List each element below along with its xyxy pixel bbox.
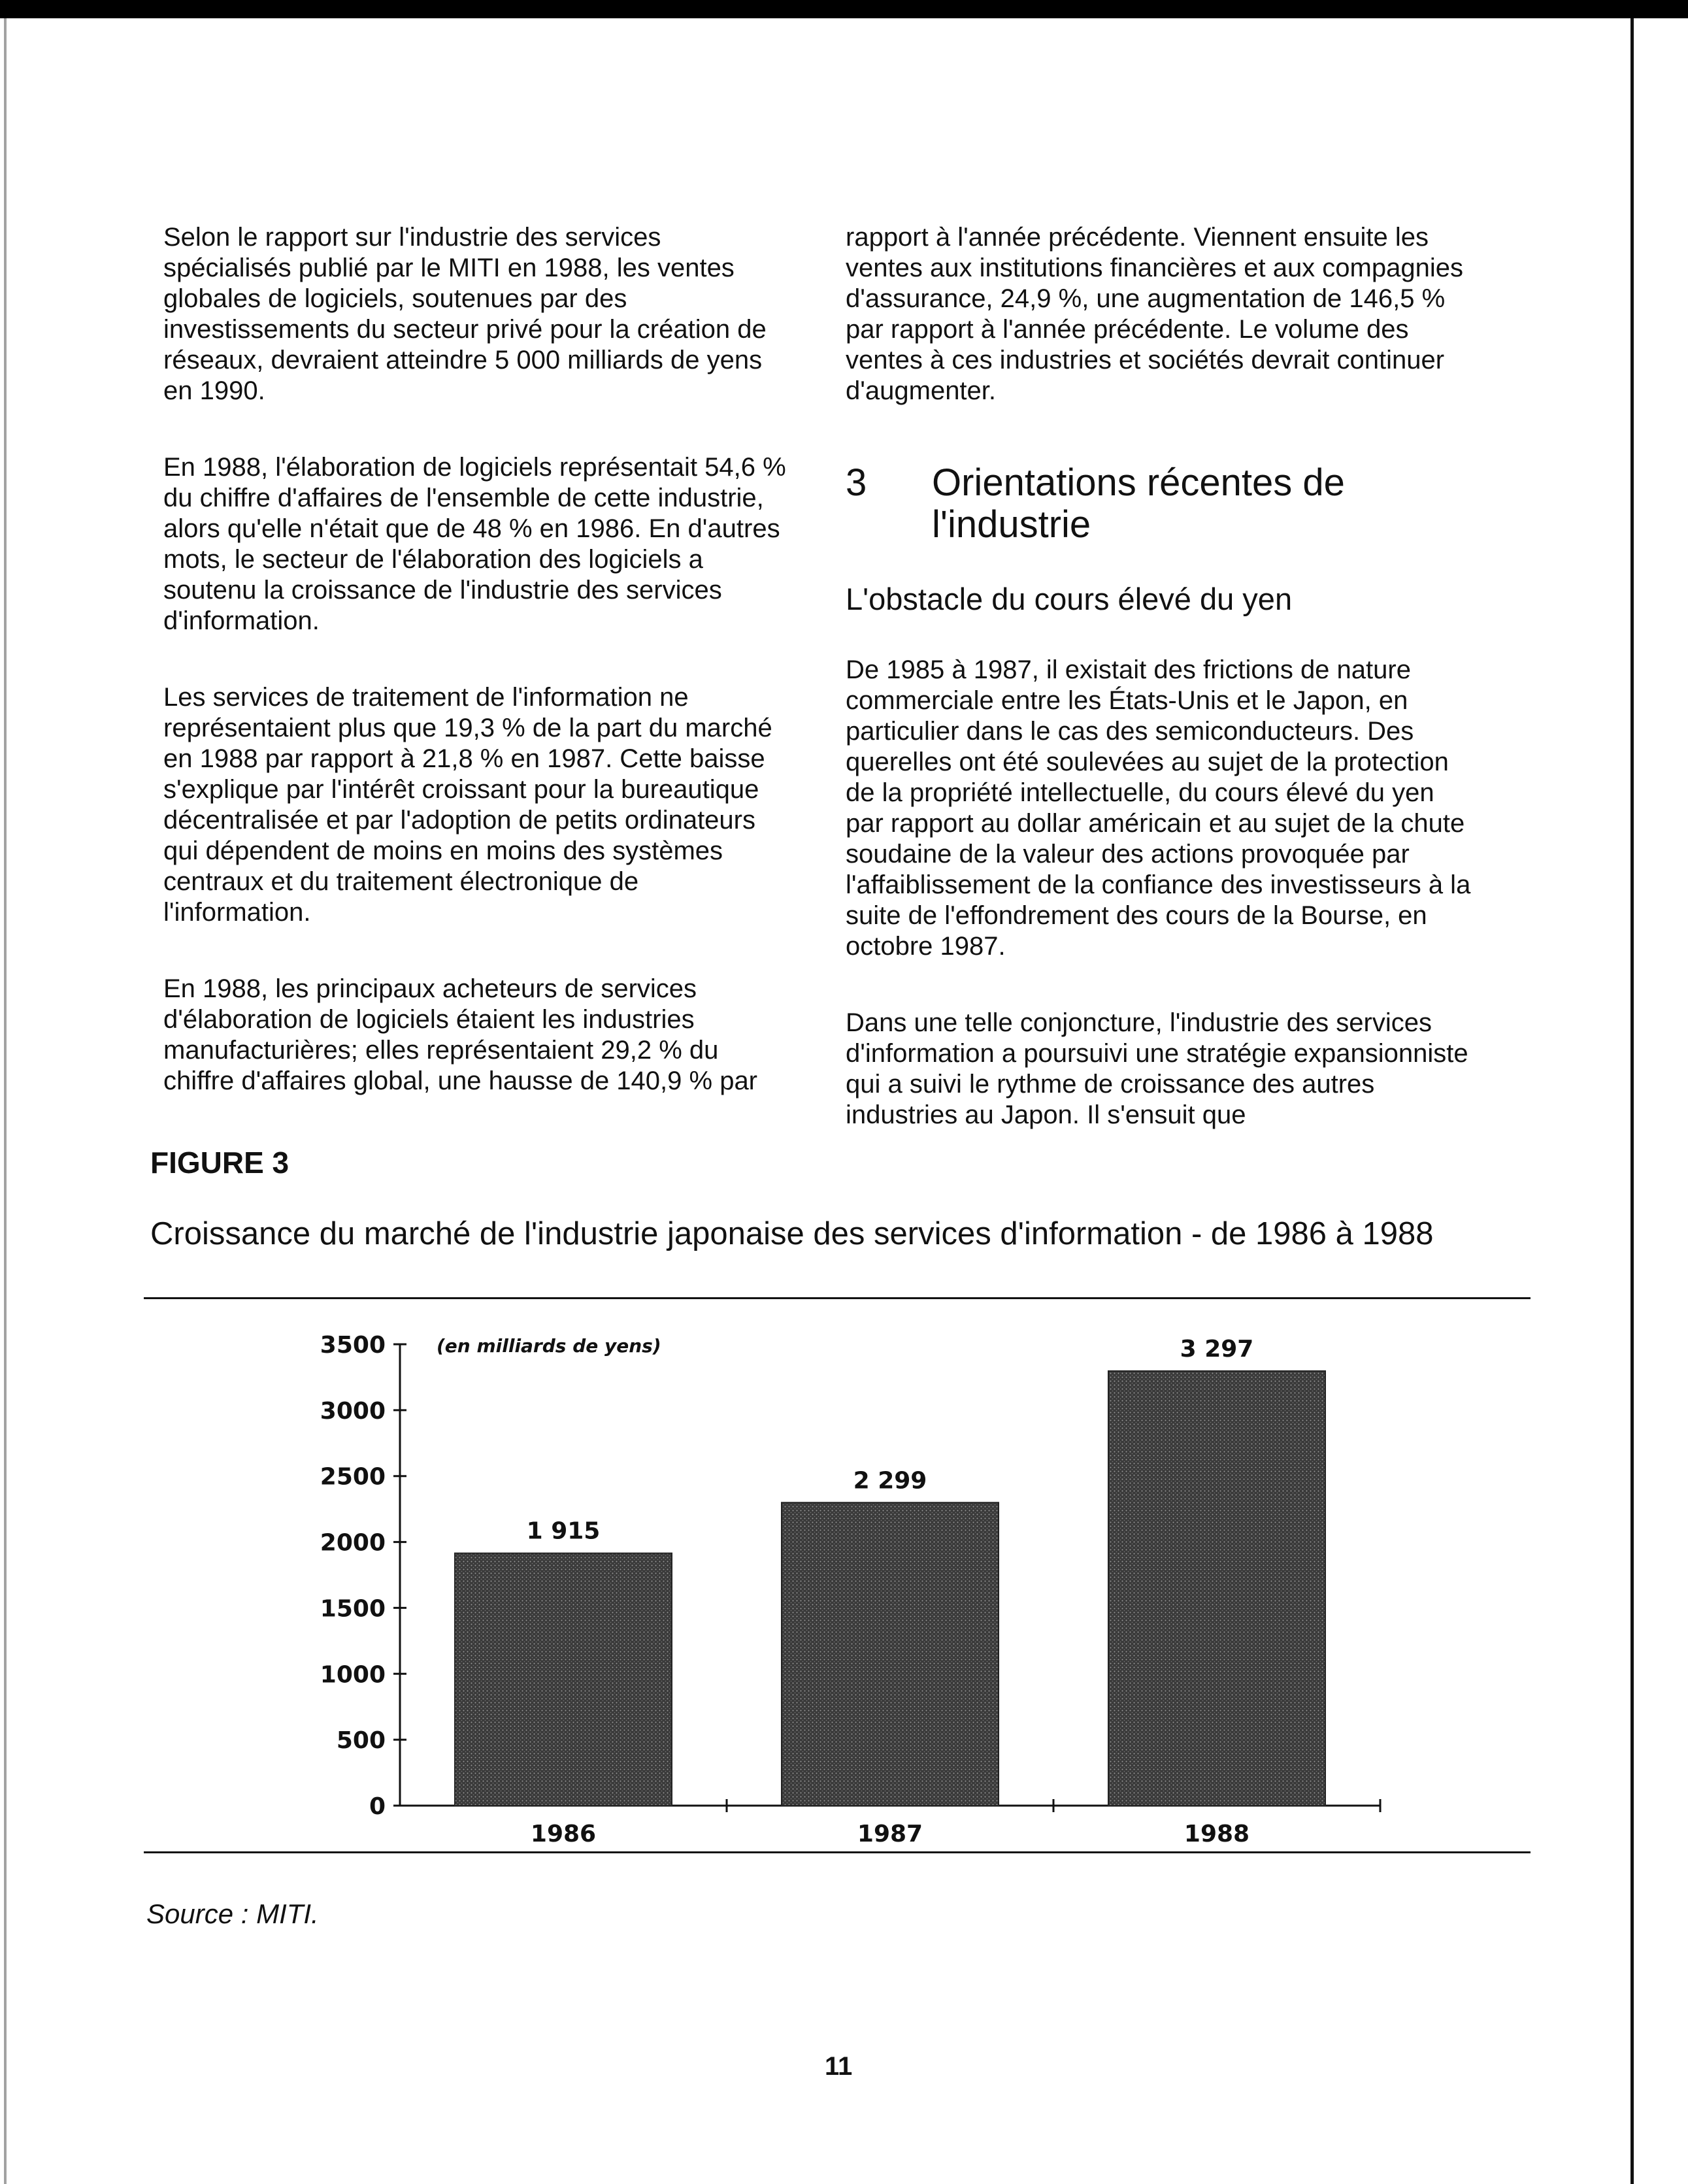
y-tick-label: 3500 xyxy=(320,1332,386,1359)
bar-value-label: 3 297 xyxy=(1180,1335,1254,1363)
bar xyxy=(782,1502,999,1806)
bar-value-label: 1 915 xyxy=(526,1517,601,1545)
section-number: 3 xyxy=(846,461,867,504)
x-tick-label: 1988 xyxy=(1183,1821,1250,1847)
figure-title: Croissance du marché de l'industrie japonaise des services d'information - de 1986 à 1988 xyxy=(150,1216,1434,1251)
figure-source: Source : MITI. xyxy=(146,1898,319,1929)
y-tick-label: 500 xyxy=(336,1727,386,1755)
bar-value-label: 2 299 xyxy=(853,1467,927,1495)
paragraph: Selon le rapport sur l'industrie des services spécialisés publié par le MITI en 1988, les ventes globales de logiciels, soutenues par des investissements du secteur privé pour la création de réseaux, devraient atteindre 5 000 milliards de yens en 1990. xyxy=(163,223,767,405)
paragraph: En 1988, les principaux acheteurs de services d'élaboration de logiciels étaient les industries manufacturières; elles représentaient 29,2 % du chiffre d'affaires global, une hausse de 140,9 % par xyxy=(163,974,758,1095)
y-tick-label: 1000 xyxy=(320,1661,386,1689)
bar xyxy=(455,1553,672,1806)
x-tick-label: 1987 xyxy=(857,1821,923,1847)
y-axis-unit-label: (en milliards de yens) xyxy=(437,1335,661,1357)
paragraph: Les services de traitement de l'information ne représentaient plus que 19,3 % de la part du marché en 1988 par rapport à 21,8 % en 1987. Cette baisse s'explique par l'intérêt croissant pour la bureautique décentralisée et par l'adoption de petits ordinateurs qui dépendent de moins en moins des systèmes centraux et du traitement électronique de l'information. xyxy=(163,683,772,927)
page-number: 11 xyxy=(825,2052,853,2081)
y-tick-label: 2500 xyxy=(320,1463,386,1491)
paragraph: En 1988, l'élaboration de logiciels représentait 54,6 % du chiffre d'affaires de l'ensemble de cette industrie, alors qu'elle n'était que de 48 % en 1986. En d'autres mots, le secteur de l'élaboration des logiciels a soutenu la croissance de l'industrie des services d'information. xyxy=(163,453,786,635)
y-tick-label: 2000 xyxy=(320,1529,386,1557)
paragraph: rapport à l'année précédente. Viennent ensuite les ventes aux institutions financières et aux compagnies d'assurance, 24,9 %, une augmentation de 146,5 % par rapport à l'année précédente. Le volume des ventes à ces industries et sociétés devrait continuer d'augmenter. xyxy=(846,223,1463,405)
figure-label: FIGURE 3 xyxy=(150,1146,290,1180)
paragraph: De 1985 à 1987, il existait des frictions de nature commerciale entre les États-Unis et le Japon, en particulier dans le cas des semiconducteurs. Des querelles ont été soulevées au sujet de la protection de la propriété intellectuelle, du cours élevé du yen par rapport au dollar américain et au sujet de la chute soudaine de la valeur des actions provoquée par l'affaiblissement de la confiance des investisseurs à la suite de l'effondrement des cours de la Bourse, en octobre 1987. xyxy=(846,655,1471,961)
y-tick-label: 0 xyxy=(369,1793,386,1820)
y-tick-label: 3000 xyxy=(320,1397,386,1425)
x-tick-label: 1986 xyxy=(530,1821,597,1847)
paragraph: Dans une telle conjoncture, l'industrie des services d'information a poursuivi une stratégie expansionniste qui a suivi le rythme de croissance des autres industries au Japon. Il s'ensuit que xyxy=(846,1008,1468,1129)
section-title: Orientations récentes de l'industrie xyxy=(932,461,1345,546)
y-tick-label: 1500 xyxy=(320,1595,386,1623)
subheading: L'obstacle du cours élevé du yen xyxy=(846,582,1293,616)
bar xyxy=(1108,1371,1325,1806)
